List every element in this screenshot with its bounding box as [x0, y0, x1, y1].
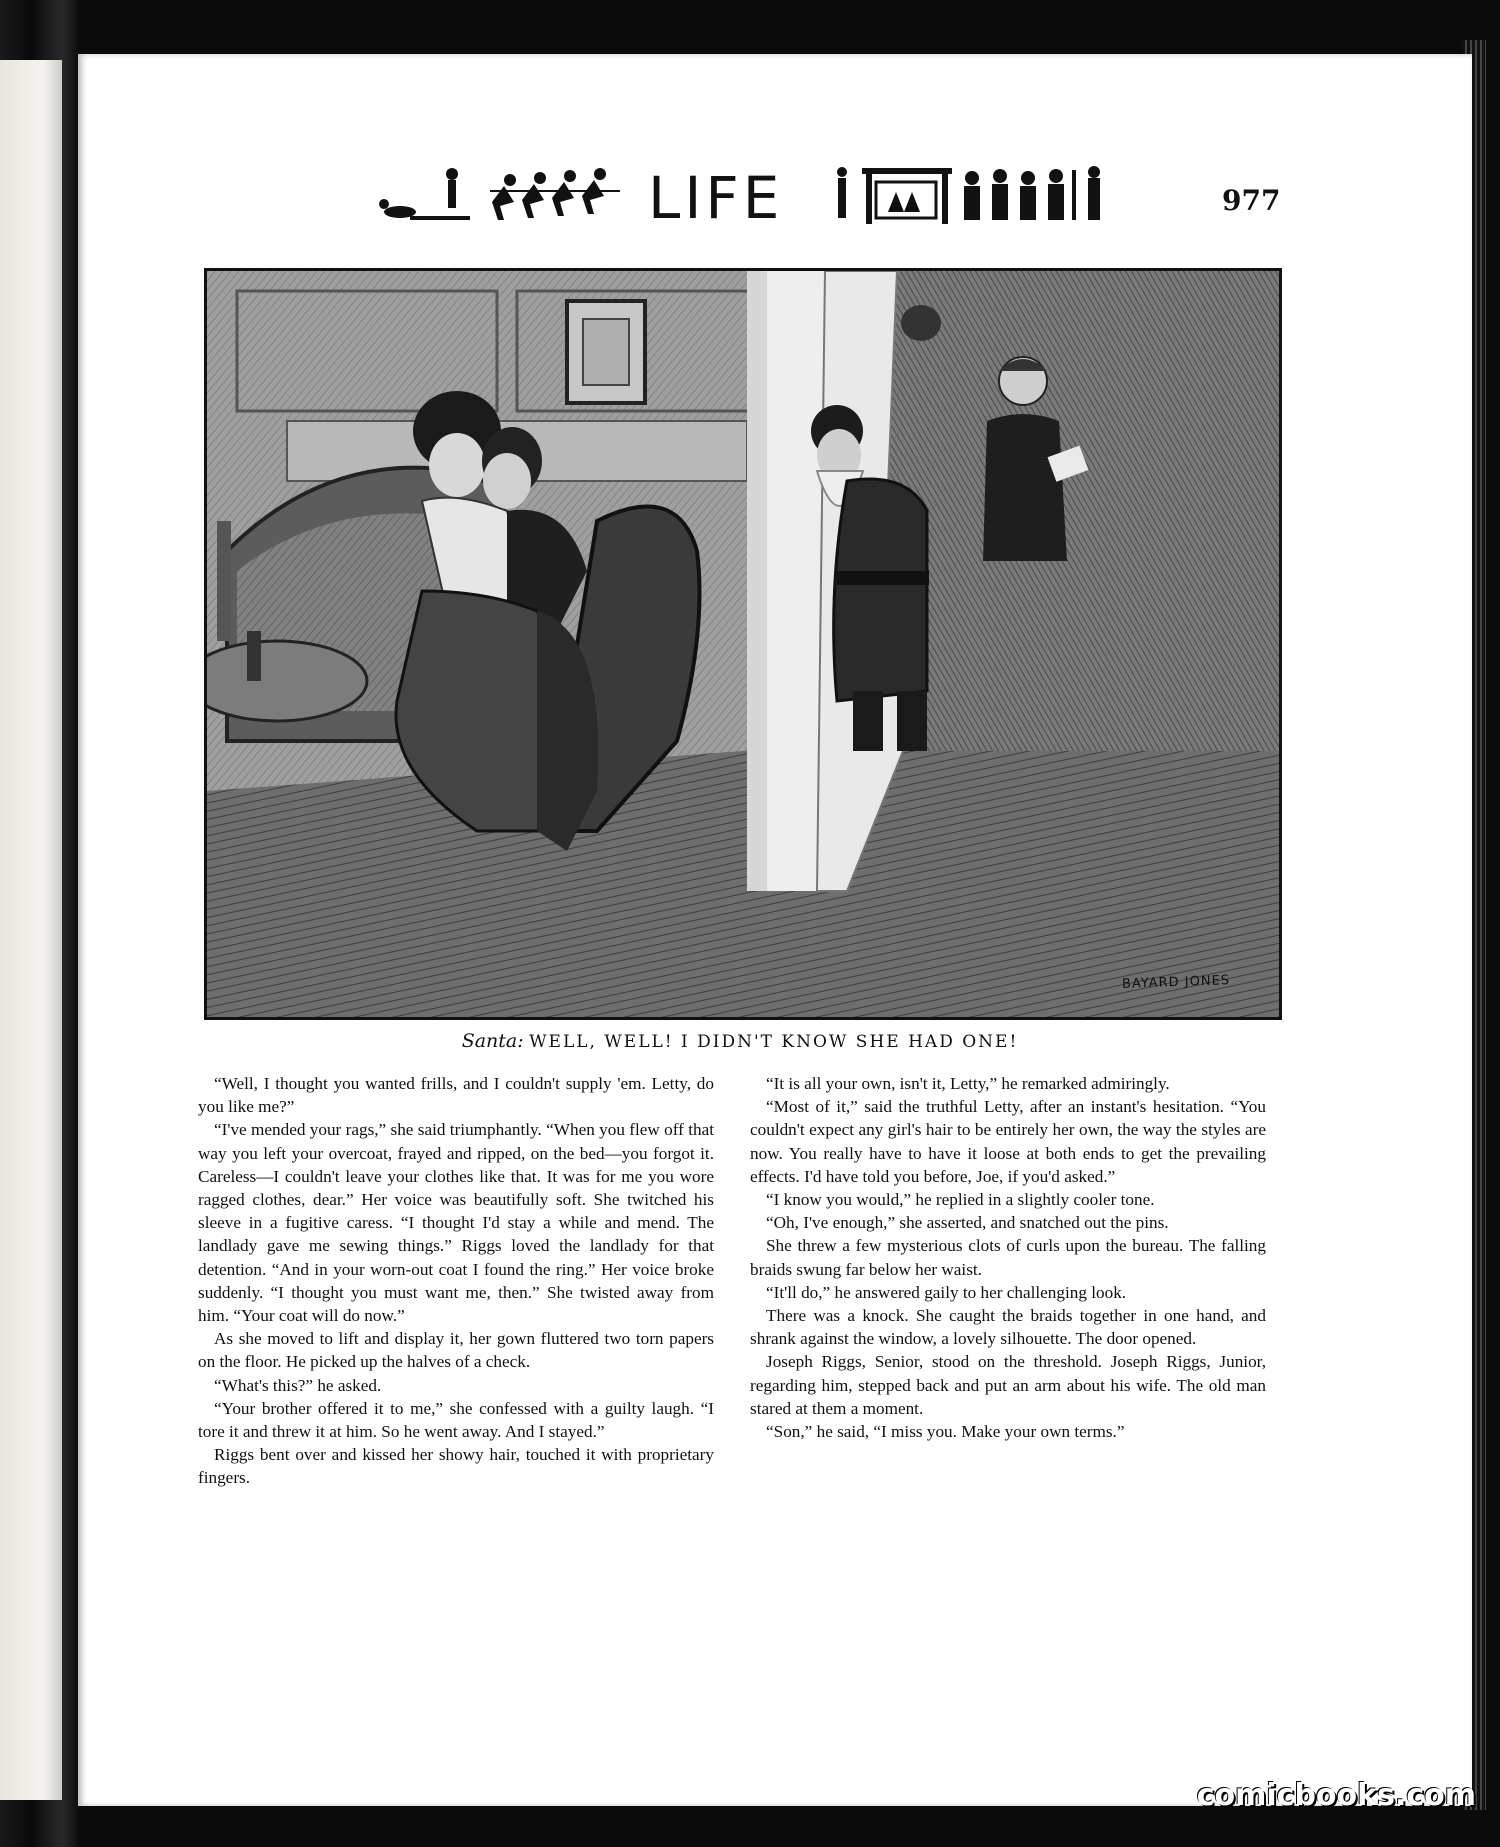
masthead-fireplace-figures-icon	[832, 160, 1122, 230]
masthead-tug-figures-icon	[370, 160, 640, 230]
site-watermark: comicbooks.com	[1196, 1778, 1476, 1813]
caption-speaker: Santa:	[461, 1030, 524, 1052]
left-page-edge	[0, 60, 62, 1800]
paragraph: As she moved to lift and display it, her gown fluttered two torn papers on the floor. He picked up the halves of a check.	[198, 1329, 714, 1372]
page-number: 977	[1222, 184, 1281, 217]
illustration-drawing	[207, 271, 1279, 1017]
paragraph: “It is all your own, isn't it, Letty,” he remarked admiringly.	[766, 1074, 1170, 1093]
paragraph: “Well, I thought you wanted frills, and I couldn't supply 'em. Letty, do you like me?”	[198, 1074, 714, 1117]
paragraph: She threw a few mysterious clots of curls upon the bureau. The falling braids swung far below her waist.	[750, 1236, 1266, 1279]
illustration-caption	[204, 1030, 1276, 1052]
article-column-right	[750, 1072, 1266, 1443]
paragraph: “Oh, I've enough,” she asserted, and snatched out the pins.	[766, 1213, 1169, 1233]
paragraph: “Son,” he said, “I miss you. Make your own terms.”	[766, 1422, 1125, 1442]
masthead-title: LIFE	[648, 164, 784, 232]
artist-signature: BAYARD JONES	[1121, 973, 1231, 992]
paragraph: “Your brother offered it to me,” she confessed with a guilty laugh. “I tore it and threw it at him. So he went away. And I stayed.”	[198, 1398, 714, 1442]
article-column-left	[198, 1072, 714, 1490]
paragraph: “It'll do,” he answered gaily to her challenging look.	[766, 1282, 1127, 1302]
masthead	[370, 160, 1110, 240]
paragraph: “Most of it,” said the truthful Letty, after an instant's hesitation. “You couldn't expect any girl's hair to be entirely her own, the way the styles are now. You really have to have it loose at both ends to get the prevailing effects. I'd have told you before, Joe, if you'd asked.”	[750, 1097, 1266, 1186]
paragraph: “I've mended your rags,” she said triumphantly. “When you flew off that way you left your overcoat, frayed and ripped, on the bed—you forgot it. Careless—I couldn't leave your clothes like that. It was for me you wore ragged clothes, dear.” Her voice was beautifully soft. She twitched his sleeve in a fugitive caress. “I thought I'd stay a while and mend. The landlady gave me sewing things.” Riggs loved the landlady for that detention. “And in your worn-out coat I found the ring.” Her voice broke suddenly. “I thought you must want me, then.” She twisted away from him. “Your coat will do now.”	[198, 1120, 714, 1326]
paragraph: “What's this?” he asked.	[214, 1375, 382, 1395]
santa-illustration	[204, 268, 1282, 1020]
caption-text: WELL, WELL! I DIDN'T KNOW SHE HAD ONE!	[529, 1032, 1019, 1052]
paragraph: There was a knock. She caught the braids together in one hand, and shrank against the window, a lovely silhouette. The door opened.	[750, 1306, 1266, 1349]
paragraph: Riggs bent over and kissed her showy hair, touched it with proprietary fingers.	[198, 1445, 714, 1488]
paragraph: “I know you would,” he replied in a slightly cooler tone.	[766, 1190, 1155, 1210]
paragraph: Joseph Riggs, Senior, stood on the threshold. Joseph Riggs, Junior, regarding him, stepped back and put an arm about his wife. The old man stared at them a moment.	[750, 1352, 1266, 1418]
